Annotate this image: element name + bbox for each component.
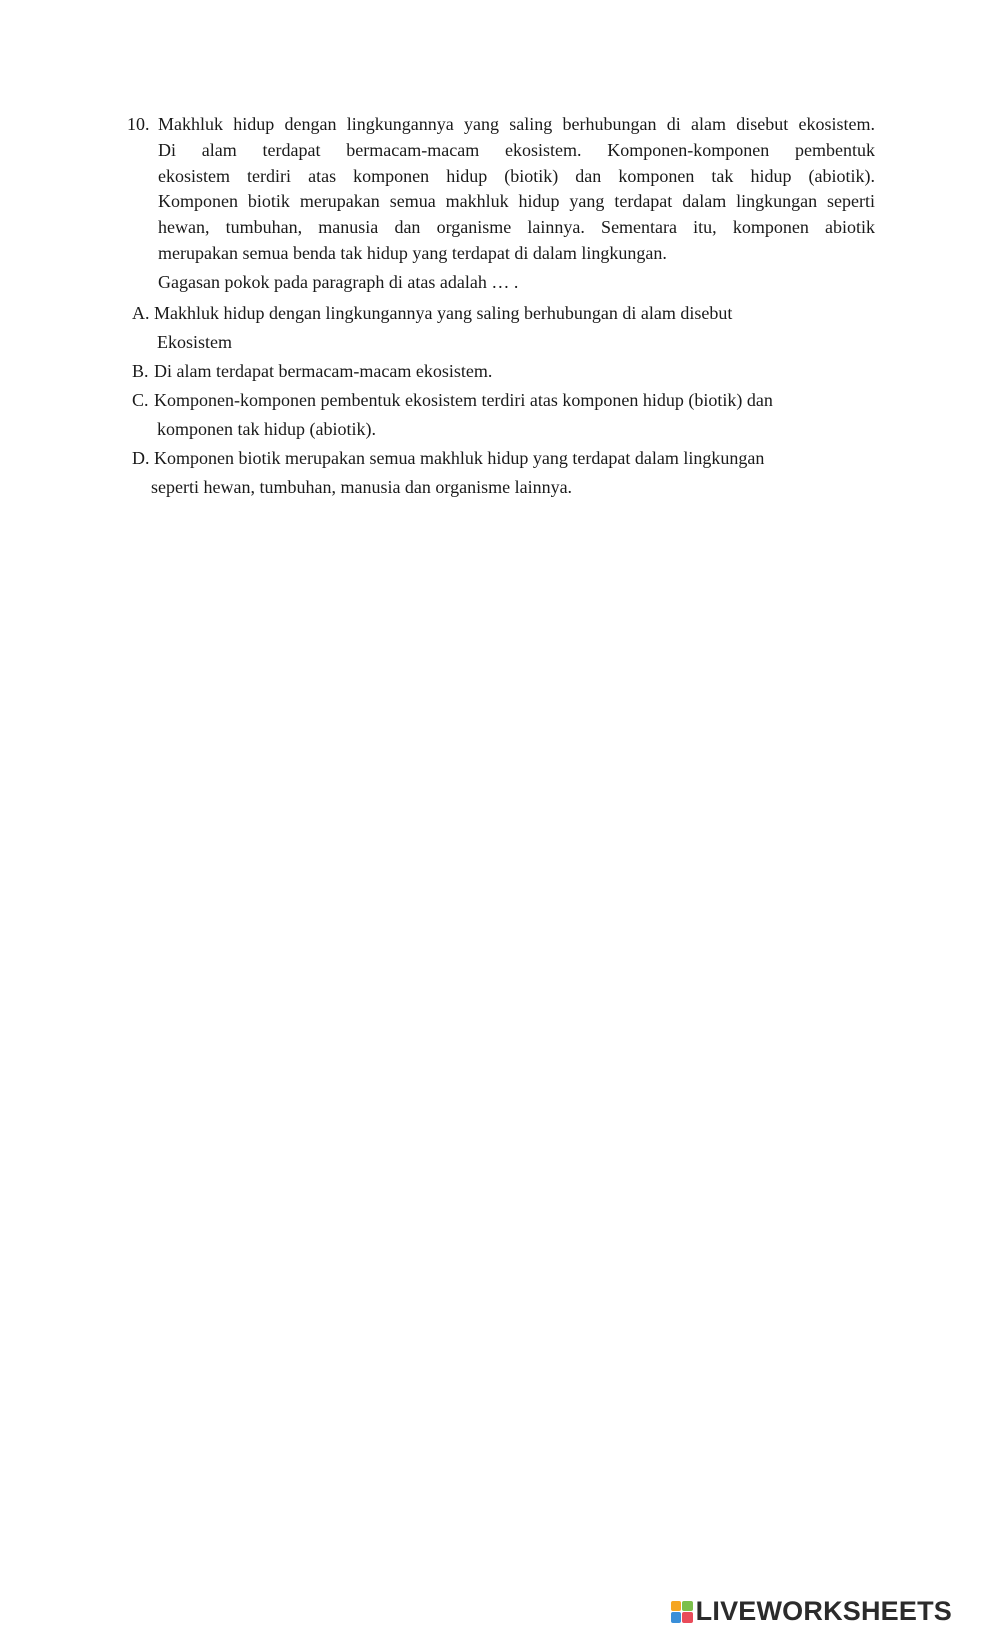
option-text [154,357,875,386]
option-line: Ekosistem [157,331,232,352]
option-a[interactable] [127,299,875,357]
option-line: Makhluk hidup dengan lingkungannya yang saling berhubungan di alam disebut [154,302,733,323]
paragraph-line: Makhluk hidup dengan lingkungannya yang saling berhubungan di alam disebut ekosistem. [158,114,875,134]
option-letter: C. [132,389,149,410]
option-line: seperti hewan, tumbuhan, manusia dan organisme lainnya. [151,476,573,497]
logo-square [671,1601,682,1612]
option-text [154,299,875,357]
question-number: 10. [127,114,150,134]
option-letter: A. [132,302,150,323]
option-d[interactable] [127,444,875,502]
option-line: komponen tak hidup (abiotik). [157,418,376,439]
brand-name: LIVEWORKSHEETS [695,1596,952,1626]
option-c[interactable] [127,386,875,444]
question-10 [127,112,875,502]
paragraph-line: merupakan semua benda tak hidup yang terdapat di dalam lingkungan. [158,242,667,263]
paragraph-line: Komponen biotik merupakan semua makhluk hidup yang terdapat dalam lingkungan seperti [158,191,875,212]
question-paragraph [158,112,875,296]
option-letter: B. [132,360,149,381]
option-b[interactable] [127,357,875,386]
paragraph-line: Di alam terdapat bermacam-macam ekosistem. Komponen-komponen pembentuk [158,139,875,160]
logo-square [671,1612,682,1623]
liveworksheets-logo-icon [671,1601,693,1623]
option-letter: D. [132,447,150,468]
option-text [151,444,875,502]
option-line: Di alam terdapat bermacam-macam ekosistem. [154,360,493,381]
question-prompt: Gagasan pokok pada paragraph di atas adalah … . [158,271,519,292]
liveworksheets-branding [671,1596,952,1627]
question-stem [127,112,875,296]
logo-square [682,1601,693,1612]
option-text [154,386,875,444]
answer-options [127,299,875,502]
paragraph-line: hewan, tumbuhan, manusia dan organisme lainnya. Sementara itu, komponen abiotik [158,217,875,238]
option-line: Komponen biotik merupakan semua makhluk hidup yang terdapat dalam lingkungan [154,447,765,468]
paragraph-line: ekosistem terdiri atas komponen hidup (biotik) dan komponen tak hidup (abiotik). [158,165,875,186]
option-line: Komponen-komponen pembentuk ekosistem terdiri atas komponen hidup (biotik) dan [154,389,773,410]
logo-square [682,1612,693,1623]
